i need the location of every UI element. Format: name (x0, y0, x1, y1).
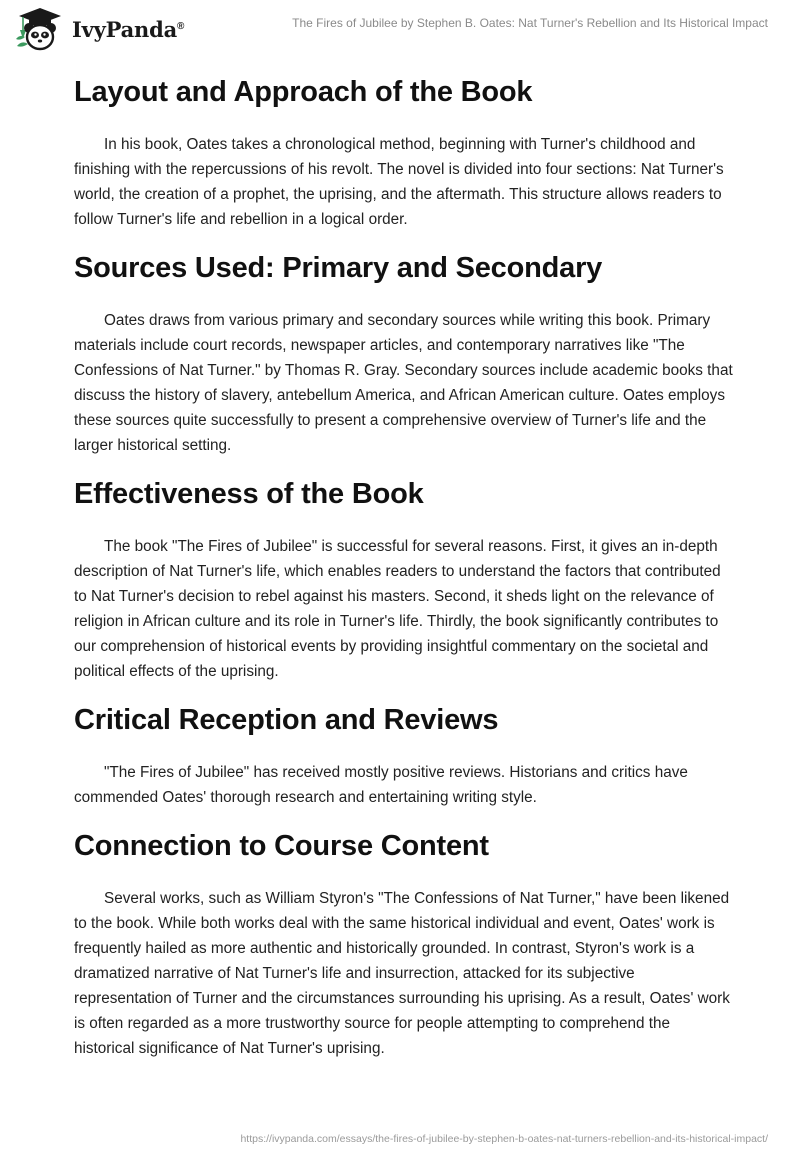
essay-content (74, 70, 734, 1061)
section-reception (74, 700, 734, 810)
section-paragraph: The book "The Fires of Jubilee" is successful for several reasons. First, it gives an in-depth description of Nat Turner's life, which enables readers to understand the factors that contributed to Nat Turner's decision to rebel against his masters. Second, it sheds light on the relevance of religion in African culture and its role in Turner's life. Thirdly, the book significantly contributes to our comprehension of historical events by providing insightful commentary on the societal and political effects of the uprising. (74, 538, 721, 680)
section-paragraph: In his book, Oates takes a chronological method, beginning with Turner's childhood and finishing with the repercussions of his revolt. The novel is divided into four sections: Nat Turner's world, the creation of a prophet, the uprising, and the aftermath. This structure allows readers to follow Turner's life and rebellion in a logical order. (74, 136, 724, 228)
logo-wordmark: IvyPanda® (72, 16, 185, 42)
section-sources (74, 248, 734, 458)
page-header (0, 0, 800, 60)
section-effectiveness (74, 474, 734, 684)
section-heading: Connection to Course Content (74, 830, 489, 862)
section-course-connection (74, 826, 734, 1061)
section-paragraph: Oates draws from various primary and secondary sources while writing this book. Primary materials include court records, newspaper articles, and contemporary narratives like "The Confessions of Nat Turner." by Thomas R. Gray. Secondary sources include academic books that discuss the history of slavery, antebellum America, and African American culture. Oates employs these sources quite successfully to present a comprehensive overview of Turner's life and the larger historical setting. (74, 312, 733, 454)
section-layout-approach (74, 72, 734, 232)
section-heading: Critical Reception and Reviews (74, 704, 499, 736)
source-url-link[interactable]: https://ivypanda.com/essays/the-fires-of-jubilee-by-stephen-b-oates-nat-turners-rebellion-and-its-historical-impact/ (240, 1133, 768, 1145)
section-heading: Effectiveness of the Book (74, 478, 424, 510)
section-heading: Sources Used: Primary and Secondary (74, 252, 603, 284)
document-title: The Fires of Jubilee by Stephen B. Oates: Nat Turner's Rebellion and Its Historical Impact (292, 16, 768, 30)
section-heading: Layout and Approach of the Book (74, 76, 533, 108)
section-paragraph: "The Fires of Jubilee" has received mostly positive reviews. Historians and critics have commended Oates' thorough research and entertaining writing style. (74, 764, 688, 806)
panda-graduate-icon (14, 6, 66, 52)
ivypanda-logo[interactable] (14, 6, 184, 52)
section-paragraph: Several works, such as William Styron's "The Confessions of Nat Turner," have been likened to the book. While both works deal with the same historical individual and event, Oates' work is frequently hailed as more authentic and historically grounded. In contrast, Styron's work is a dramatized narrative of Nat Turner's life and insurrection, attacked for its subjective representation of Turner and the circumstances surrounding his uprising. As a result, Oates' work is often regarded as a more trustworthy source for people attempting to comprehend the historical significance of Nat Turner's uprising. (74, 890, 730, 1057)
